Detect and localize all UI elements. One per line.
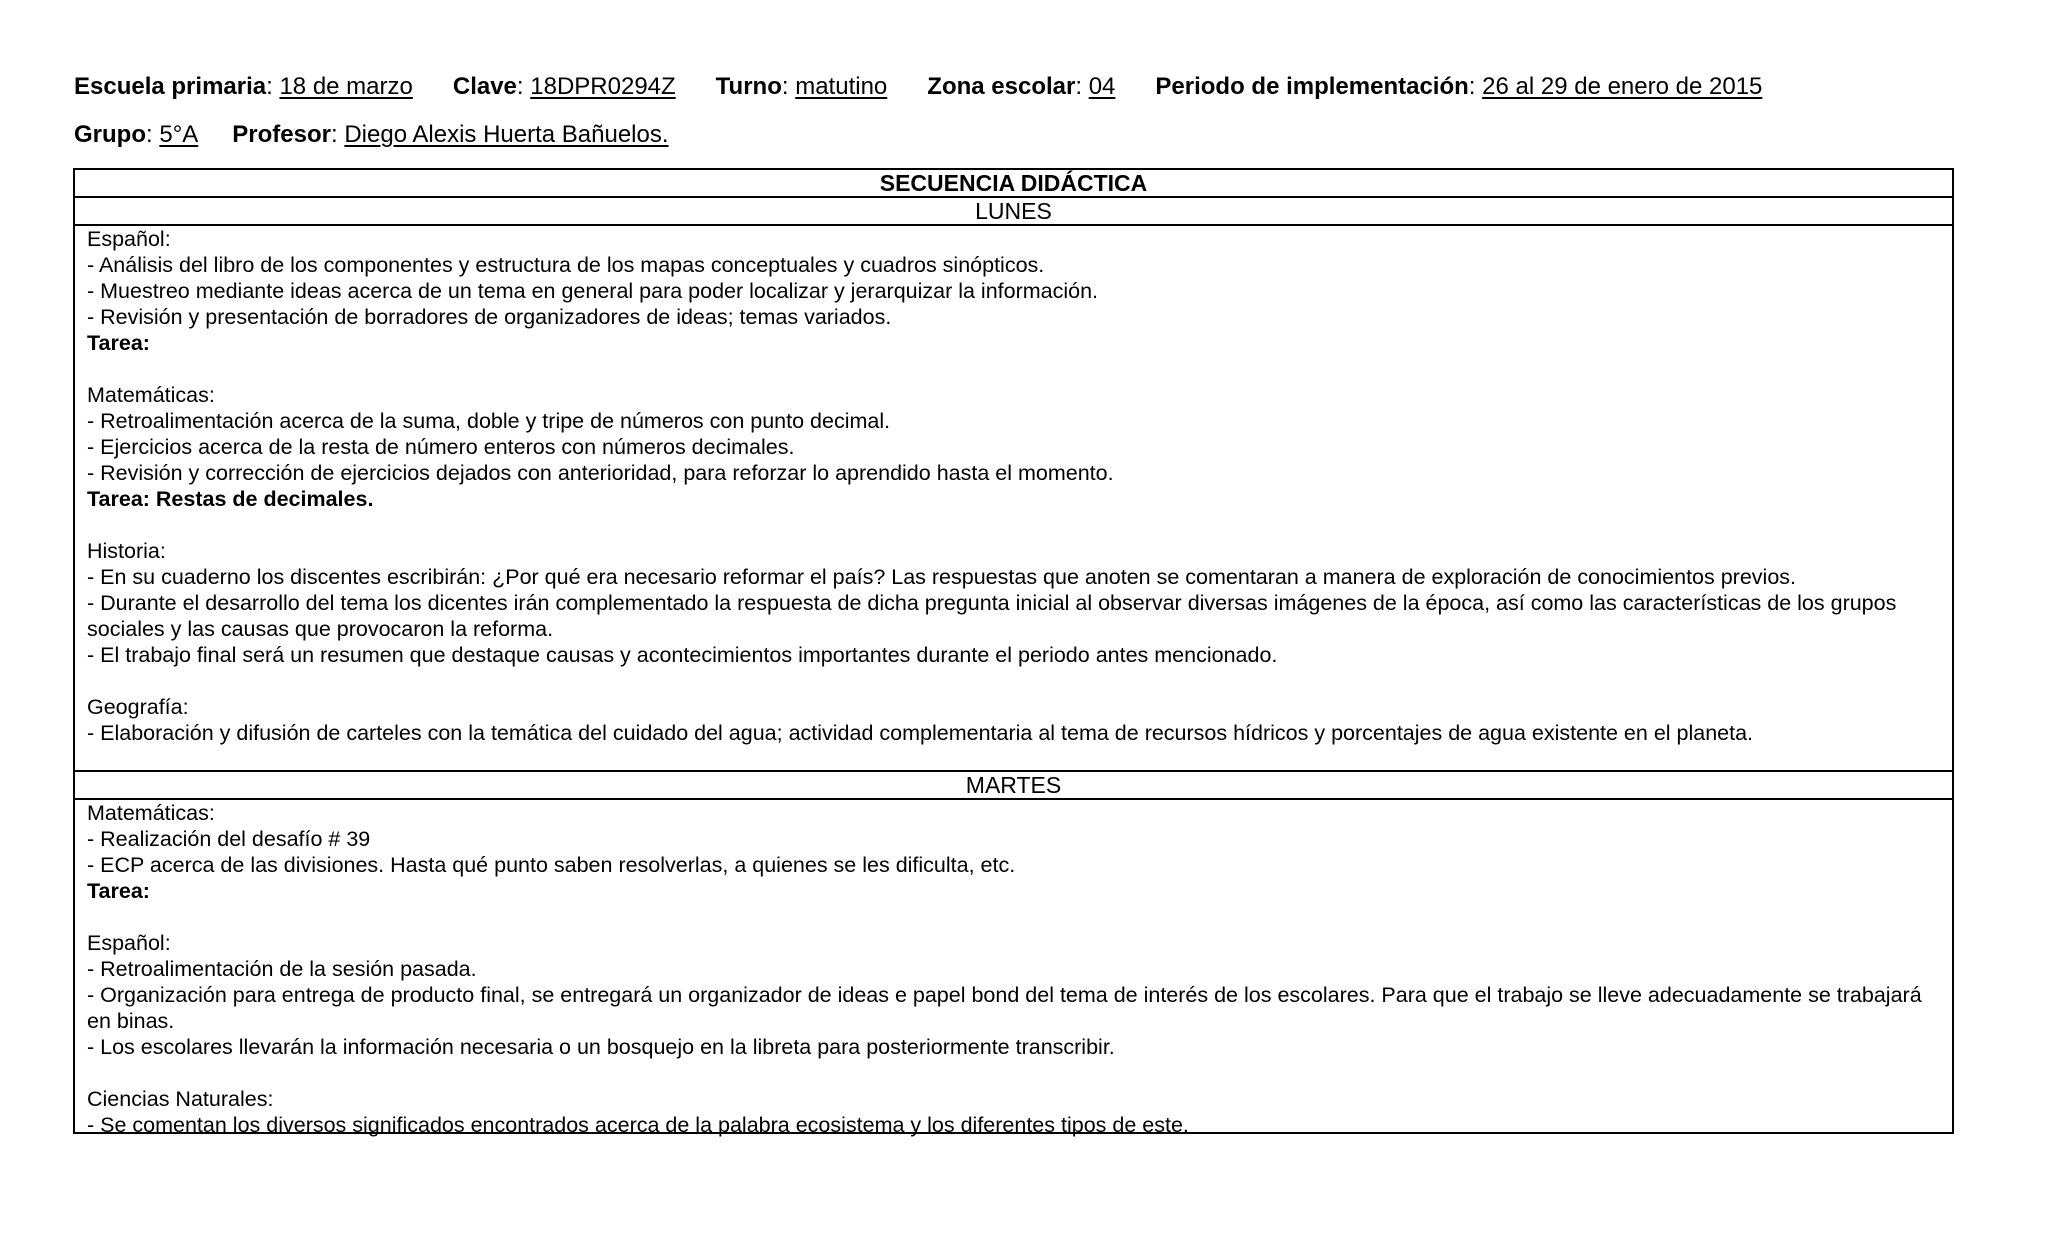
list-item: - Durante el desarrollo del tema los dicentes irán complementado la respuesta de dicha pregunta inicial al observar diversas imágenes de la época, así como las características de los grupos sociales y las causas que provocaron la reforma. xyxy=(87,591,1897,641)
table-title: SECUENCIA DIDÁCTICA xyxy=(74,169,1953,197)
header-line-2 xyxy=(74,120,669,150)
subject-title: Español: xyxy=(87,931,171,955)
list-item: - Revisión y presentación de borradores de organizadores de ideas; temas variados. xyxy=(87,305,892,329)
header-field-shift: Turno: matutino xyxy=(715,73,888,100)
field-label: Turno xyxy=(715,73,782,100)
didactic-sequence-table xyxy=(73,168,1954,1137)
field-label: Zona escolar xyxy=(927,73,1076,100)
subject-historia xyxy=(87,538,1940,668)
field-label: Profesor xyxy=(232,121,331,148)
subject-title: Geografía: xyxy=(87,695,189,719)
list-item: - Realización del desafío # 39 xyxy=(87,827,371,851)
header-field-school: Escuela primaria: 18 de marzo xyxy=(74,73,413,100)
list-item: - Revisión y corrección de ejercicios dejados con anterioridad, para reforzar lo aprendido hasta el momento. xyxy=(87,461,1114,485)
list-item: - En su cuaderno los discentes escribirán: ¿Por qué era necesario reformar el país? Las respuestas que anoten se comentaran a manera de exploración de conocimientos previos. xyxy=(87,565,1796,589)
list-item: - Análisis del libro de los componentes y estructura de los mapas conceptuales y cuadros sinópticos. xyxy=(87,253,1045,277)
subject-matematicas xyxy=(87,800,1940,904)
subject-title: Matemáticas: xyxy=(87,801,215,825)
list-item: - Se comentan los diversos significados encontrados acerca de la palabra ecosistema y los diferentes tipos de este. xyxy=(87,1113,1189,1137)
subject-matematicas xyxy=(87,382,1940,512)
subject-title: Historia: xyxy=(87,539,166,563)
header-field-key: Clave: 18DPR0294Z xyxy=(452,73,676,100)
day-content-martes xyxy=(74,799,1953,1137)
subject-ciencias-naturales xyxy=(87,1086,1940,1138)
subject-title: Español: xyxy=(87,227,171,251)
homework-line: Tarea: Restas de decimales. xyxy=(87,487,374,511)
field-label: Escuela primaria xyxy=(74,73,267,100)
day-header-martes: MARTES xyxy=(74,771,1953,799)
field-value: matutino xyxy=(795,73,888,100)
list-item: - Los escolares llevarán la información necesaria o un bosquejo en la libreta para posteriormente transcribir. xyxy=(87,1035,1115,1059)
header-field-teacher: Profesor: Diego Alexis Huerta Bañuelos. xyxy=(232,121,669,148)
list-item: - Retroalimentación de la sesión pasada. xyxy=(87,957,477,981)
subject-geografia xyxy=(87,694,1940,746)
subject-espanol xyxy=(87,226,1940,356)
field-value: 18 de marzo xyxy=(279,73,413,100)
field-label: Grupo xyxy=(74,121,146,148)
subject-title: Ciencias Naturales: xyxy=(87,1087,274,1111)
header-field-zone: Zona escolar: 04 xyxy=(927,73,1116,100)
field-label: Periodo de implementación xyxy=(1155,73,1469,100)
subject-espanol xyxy=(87,930,1940,1060)
day-content-lunes xyxy=(74,225,1953,771)
list-item: - Muestreo mediante ideas acerca de un tema en general para poder localizar y jerarquizar la información. xyxy=(87,279,1099,303)
list-item: - Organización para entrega de producto final, se entregará un organizador de ideas e papel bond del tema de interés de los escolares. Para que el trabajo se lleve adecuadamente se trabajará en binas. xyxy=(87,983,1922,1033)
field-value: 26 al 29 de enero de 2015 xyxy=(1482,73,1763,100)
field-value: 5°A xyxy=(159,121,199,148)
list-item: - Elaboración y difusión de carteles con la temática del cuidado del agua; actividad complementaria al tema de recursos hídricos y porcentajes de agua existente en el planeta. xyxy=(87,721,1754,745)
subject-title: Matemáticas: xyxy=(87,383,215,407)
list-item: - Ejercicios acerca de la resta de número enteros con números decimales. xyxy=(87,435,795,459)
header-field-period: Periodo de implementación: 26 al 29 de enero de 2015 xyxy=(1155,73,1763,100)
homework-line: Tarea: xyxy=(87,879,150,903)
day-header-lunes: LUNES xyxy=(74,197,1953,225)
list-item: - ECP acerca de las divisiones. Hasta qué punto saben resolverlas, a quienes se les dificulta, etc. xyxy=(87,853,1016,877)
homework-line: Tarea: xyxy=(87,331,150,355)
header-line-1 xyxy=(74,72,1762,102)
field-value: Diego Alexis Huerta Bañuelos. xyxy=(344,121,669,148)
field-value: 04 xyxy=(1088,73,1116,100)
list-item: - Retroalimentación acerca de la suma, doble y tripe de números con punto decimal. xyxy=(87,409,891,433)
field-label: Clave xyxy=(452,73,517,100)
list-item: - El trabajo final será un resumen que destaque causas y acontecimientos importantes durante el periodo antes mencionado. xyxy=(87,643,1278,667)
field-value: 18DPR0294Z xyxy=(530,73,676,100)
header-field-group: Grupo: 5°A xyxy=(74,121,199,148)
